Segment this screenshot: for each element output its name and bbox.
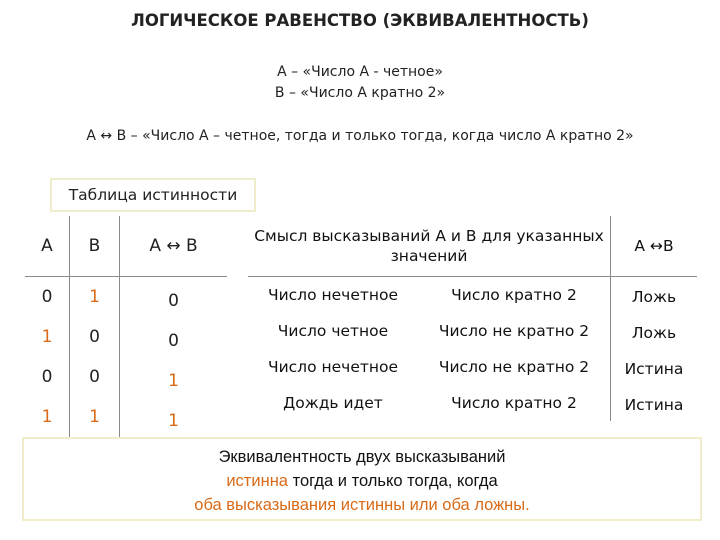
page-title: ЛОГИЧЕСКОЕ РАВЕНСТВО (ЭКВИВАЛЕНТНОСТЬ) [131, 11, 589, 30]
meaning-b: Число кратно 2 [451, 394, 577, 412]
header-b: В [70, 216, 120, 277]
summary-line-2 [24, 469, 700, 493]
meaning-a: Число нечетное [267, 358, 399, 376]
meaning-result: Истина [611, 349, 698, 385]
cell-b: 0 [70, 357, 120, 397]
cell-a: 0 [25, 277, 70, 318]
header-equiv: А ↔ В [120, 216, 228, 277]
cell-equiv: 0 [168, 331, 179, 351]
meaning-table-header [248, 216, 697, 277]
summary-line-1: Эквивалентность двух высказываний [218, 448, 506, 466]
cell-equiv: 0 [168, 291, 179, 311]
cell-b: 1 [70, 277, 120, 318]
cell-equiv: 1 [168, 371, 179, 391]
truth-table-row [25, 357, 227, 397]
truth-table-label: Таблица истинности [50, 178, 256, 212]
cell-b: 1 [70, 397, 120, 437]
definitions [0, 62, 720, 104]
cell-a: 1 [25, 317, 70, 357]
meaning-a: Число четное [277, 322, 389, 340]
truth-table [25, 216, 227, 437]
truth-table-row [25, 277, 227, 318]
meaning-b: Число не кратно 2 [438, 322, 590, 340]
meaning-result: Ложь [611, 313, 698, 349]
cell-a: 1 [25, 397, 70, 437]
cell-a: 0 [25, 357, 70, 397]
meaning-row [248, 385, 697, 421]
summary-highlight: истинна [226, 472, 288, 490]
cell-b: 0 [70, 317, 120, 357]
meaning-header: Смысл высказываний А и В для указанных значений [248, 216, 611, 277]
truth-table-row [25, 397, 227, 437]
result-header: А ↔В [611, 216, 698, 277]
cell-equiv: 1 [168, 411, 179, 431]
meaning-a: Число нечетное [267, 286, 399, 304]
meaning-row [248, 313, 697, 349]
header-a: А [25, 216, 70, 277]
meaning-result: Ложь [611, 277, 698, 314]
meaning-row [248, 277, 697, 314]
meaning-table [248, 216, 697, 421]
meaning-row [248, 349, 697, 385]
truth-table-row [25, 317, 227, 357]
summary-line-2-rest: тогда и только тогда, когда [288, 472, 498, 490]
meaning-b: Число кратно 2 [451, 286, 577, 304]
meaning-b: Число не кратно 2 [438, 358, 590, 376]
truth-table-header [25, 216, 227, 277]
equivalence-definition: А ↔ В – «Число А – четное, тогда и только тогда, когда число А кратно 2» [86, 128, 634, 144]
summary-box [22, 437, 702, 521]
summary-line-3: оба высказывания истинны или оба ложны. [194, 496, 530, 514]
definition-b: В – «Число А кратно 2» [274, 85, 446, 101]
definition-a: А – «Число А - четное» [277, 64, 443, 80]
meaning-a: Дождь идет [283, 394, 383, 412]
meaning-result: Истина [611, 385, 698, 421]
